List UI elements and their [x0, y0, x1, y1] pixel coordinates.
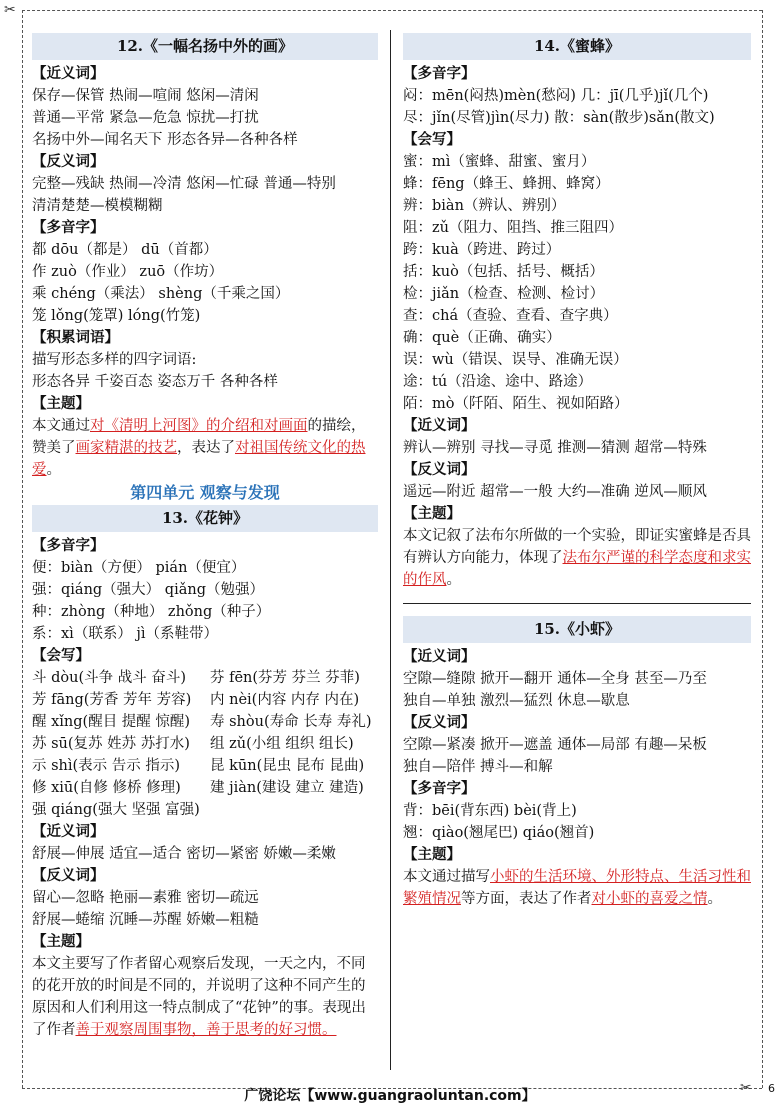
polyphone-line: 尽：jǐn(尽管)jìn(尽力) 散：sàn(散步)sǎn(散文): [403, 110, 715, 126]
theme-header: 【主题】: [403, 846, 461, 863]
lesson-13-title: 13.《花钟》: [32, 505, 378, 532]
write-row: 强 qiáng(强大 坚强 富强): [32, 802, 200, 818]
polyphone-line: 系：xì（联系） jì（系鞋带）: [32, 626, 219, 642]
synonym-line: 辨认—辨别 寻找—寻觅 推测—猜测 超常—特殊: [403, 440, 707, 456]
antonyms-header: 【反义词】: [32, 867, 105, 884]
lesson-14-title: 14.《蜜蜂》: [403, 33, 751, 60]
polyphone-line: 闷：mēn(闷热)mèn(愁闷) 几：jī(几乎)jǐ(几个): [403, 88, 709, 104]
antonyms-header: 【反义词】: [32, 153, 105, 170]
write-line: 查：chá（查验、查看、查字典）: [403, 308, 618, 324]
antonym-line: 舒展—蜷缩 沉睡—苏醒 娇嫩—粗糙: [32, 912, 259, 928]
theme-highlight: 对祖国传统文化的热爱: [32, 440, 366, 478]
polyphone-line: 乘 chéng（乘法） shèng（千乘之国）: [32, 286, 290, 302]
polyphones-header: 【多音字】: [32, 537, 105, 554]
theme-paragraph: 本文主要写了作者留心观察后发现，一天之内，不同的花开放的时间是不同的，并说明了这种不同产生的原因和人们利用这一特点制成了“花钟”的事。表现出了作者善于观察周围事物，善于思考的好习惯。: [32, 956, 366, 1038]
theme-header: 【主题】: [32, 933, 90, 950]
antonym-line: 清清楚楚—模模糊糊: [32, 198, 163, 214]
polyphone-line: 便：biàn（方便） pián（便宜）: [32, 560, 246, 576]
write-row: 示 shì(表示 告示 指示) 昆 kūn(昆虫 昆布 昆曲): [32, 758, 365, 774]
theme-paragraph: 本文记叙了法布尔所做的一个实验，即证实蜜蜂是否具有辨认方向能力，体现了法布尔严谨的科学态度和求实的作风。: [403, 528, 751, 588]
theme-paragraph: 本文通过描写小虾的生活环境、外形特点、生活习性和繁殖情况等方面，表达了作者对小虾的喜爱之情。: [403, 869, 751, 907]
write-row: 修 xiū(自修 修桥 修理) 建 jiàn(建设 建立 建造): [32, 780, 364, 796]
synonyms-header: 【近义词】: [403, 417, 476, 434]
antonym-line: 遥远—附近 超常—一般 大约—准确 逆风—顺风: [403, 484, 707, 500]
synonyms-header: 【近义词】: [32, 823, 105, 840]
antonym-line: 留心—忽略 艳丽—素雅 密切—疏远: [32, 890, 259, 906]
write-row: 芳 fāng(芳香 芳年 芳容) 内 nèi(内容 内存 内在): [32, 692, 360, 708]
write-line: 蜜：mì（蜜蜂、甜蜜、蜜月）: [403, 154, 596, 170]
write-line: 检：jiǎn（检查、检测、检讨）: [403, 286, 605, 302]
write-line: 确：què（正确、确实）: [403, 330, 561, 346]
top-cut-line: [22, 10, 762, 11]
write-line: 陌：mò（阡陌、陌生、视如陌路）: [403, 396, 629, 412]
theme-highlight: 法布尔严谨的科学态度和求实的作风: [403, 550, 751, 588]
write-header: 【会写】: [403, 131, 461, 148]
antonyms-header: 【反义词】: [403, 461, 476, 478]
synonym-line: 普通—平常 紧急—危急 惊扰—打扰: [32, 110, 259, 126]
unit-4-title: 第四单元 观察与发现: [130, 483, 280, 502]
polyphone-line: 都 dōu（都是） dū（首都）: [32, 242, 218, 258]
theme-header: 【主题】: [403, 505, 461, 522]
section-divider: [403, 603, 751, 604]
lesson-15-title: 15.《小虾》: [403, 616, 751, 643]
polyphone-line: 翘：qiào(翘尾巴) qiáo(翘首): [403, 825, 595, 841]
scissors-icon: ✂: [4, 2, 16, 18]
theme-highlight: 对《清明上河图》的介绍和对画面: [90, 418, 308, 434]
write-line: 跨：kuà（跨进、跨过）: [403, 242, 561, 258]
accumulate-header: 【积累词语】: [32, 329, 119, 346]
right-column: [403, 33, 751, 910]
synonym-line: 保存—保管 热闹—喧闹 悠闲—清闲: [32, 88, 259, 104]
theme-highlight: 画家精湛的技艺: [75, 440, 177, 456]
antonym-line: 完整—残缺 热闹—冷清 悠闲—忙碌 普通—特别: [32, 176, 336, 192]
write-line: 阻：zǔ（阻力、阻挡、推三阻四）: [403, 220, 623, 236]
write-row: 苏 sū(复苏 姓苏 苏打水) 组 zǔ(小组 组织 组长): [32, 736, 354, 752]
write-line: 途：tú（沿途、途中、路途）: [403, 374, 593, 390]
left-cut-line: [22, 10, 23, 1088]
polyphone-line: 背：bēi(背东西) bèi(背上): [403, 803, 577, 819]
write-line: 括：kuò（包括、括号、概括）: [403, 264, 604, 280]
synonym-line: 舒展—伸展 适宜—适合 密切—紧密 娇嫩—柔嫩: [32, 846, 336, 862]
theme-highlight: 对小虾的喜爱之情: [591, 891, 708, 907]
page-number: 6: [768, 1082, 775, 1095]
synonym-line: 独自—单独 激烈—猛烈 休息—歇息: [403, 693, 630, 709]
right-cut-line: [762, 10, 763, 1088]
synonym-line: 空隙—缝隙 掀开—翻开 通体—全身 甚至—乃至: [403, 671, 707, 687]
polyphone-line: 笼 lǒng(笼罩) lóng(竹笼): [32, 308, 201, 324]
polyphone-line: 强：qiáng（强大） qiǎng（勉强）: [32, 582, 264, 598]
antonyms-header: 【反义词】: [403, 714, 476, 731]
synonyms-header: 【近义词】: [403, 648, 476, 665]
footer-source: 广饶论坛【www.guangraoluntan.com】: [244, 1088, 536, 1104]
theme-paragraph: 本文通过对《清明上河图》的介绍和对画面的描绘，赞美了画家精湛的技艺，表达了对祖国传统文化的热爱。: [32, 418, 366, 478]
column-divider: [390, 30, 391, 1070]
theme-header: 【主题】: [32, 395, 90, 412]
synonym-line: 名扬中外—闻名天下 形态各异—各种各样: [32, 132, 298, 148]
write-line: 辨：biàn（辨认、辨别）: [403, 198, 566, 214]
polyphone-line: 作 zuò（作业） zuō（作坊）: [32, 264, 224, 280]
polyphones-header: 【多音字】: [403, 65, 476, 82]
left-column: [32, 33, 378, 1041]
write-line: 蜂：fēng（蜂王、蜂拥、蜂窝）: [403, 176, 610, 192]
accumulate-line: 形态各异 千姿百态 姿态万千 各种各样: [32, 374, 278, 390]
write-row: 醒 xǐng(醒目 提醒 惊醒) 寿 shòu(寿命 长寿 寿礼): [32, 714, 372, 730]
write-line: 误：wù（错误、误导、准确无误）: [403, 352, 628, 368]
polyphones-header: 【多音字】: [403, 780, 476, 797]
antonym-line: 独自—陪伴 搏斗—和解: [403, 759, 553, 775]
polyphone-line: 种：zhòng（种地） zhǒng（种子）: [32, 604, 271, 620]
antonym-line: 空隙—紧凑 掀开—遮盖 通体—局部 有趣—呆板: [403, 737, 707, 753]
scissors-icon: ✂: [740, 1080, 752, 1096]
polyphones-header: 【多音字】: [32, 219, 105, 236]
synonyms-header: 【近义词】: [32, 65, 105, 82]
write-header: 【会写】: [32, 647, 90, 664]
theme-highlight: 善于观察周围事物，善于思考的好习惯。: [75, 1022, 337, 1038]
write-row: 斗 dòu(斗争 战斗 奋斗) 芬 fēn(芬芳 芬兰 芬菲): [32, 670, 360, 686]
accumulate-line: 描写形态多样的四字词语:: [32, 352, 197, 368]
lesson-12-title: 12.《一幅名扬中外的画》: [32, 33, 378, 60]
theme-highlight: 小虾的生活环境、外形特点、生活习性和繁殖情况: [403, 869, 751, 907]
